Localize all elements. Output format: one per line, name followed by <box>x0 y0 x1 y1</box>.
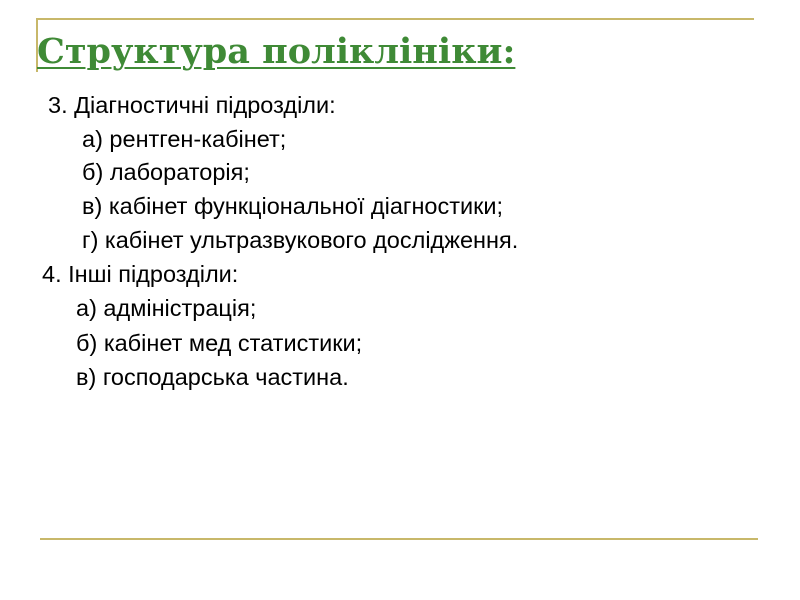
list-item: б) кабінет мед статистики; <box>76 330 363 356</box>
list-item: г) кабінет ультразвукового дослідження. <box>82 227 519 253</box>
section-heading-diagnostic: 3. Діагностичні підрозділи: <box>48 92 336 118</box>
section-heading-other: 4. Інші підрозділи: <box>42 261 239 287</box>
slide-title: Структура поліклініки: <box>37 31 516 72</box>
list-item: в) кабінет функціональної діагностики; <box>82 193 504 219</box>
list-item: а) рентген-кабінет; <box>82 126 287 152</box>
list-item: в) господарська частина. <box>76 364 349 390</box>
list-item: б) лабораторія; <box>82 159 250 185</box>
list-item: а) адміністрація; <box>76 295 257 321</box>
bottom-divider <box>40 538 758 540</box>
top-divider <box>36 18 754 20</box>
